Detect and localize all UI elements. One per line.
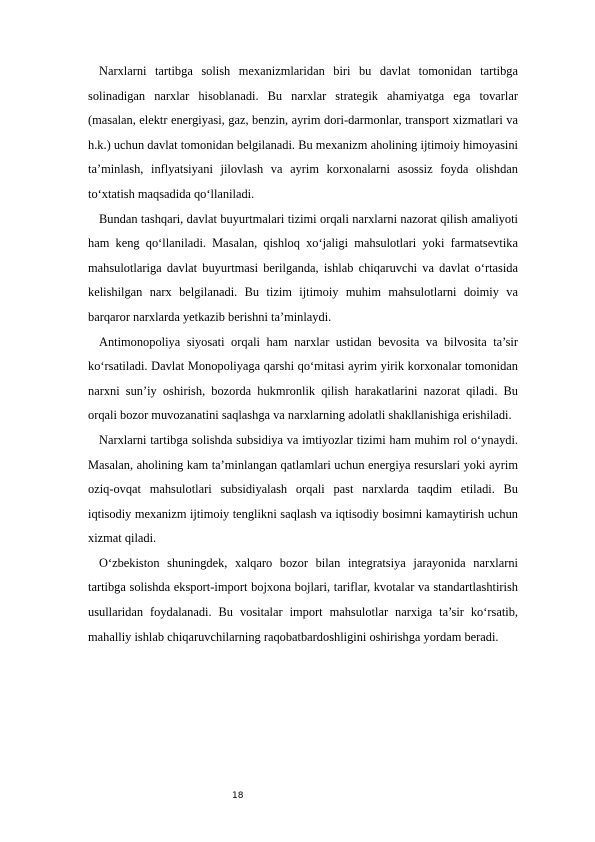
paragraph-price-regulation: Narxlarni tartibga solish mexanizmlaridan biri bu davlat tomonidan tartibga solinadigan narxlar hisoblanadi. Bu narxlar strategik ahamiyatga ega tovarlar (masalan, elektr energiyasi, gaz, benzin, ayrim dori-darmonlar, transport xizmatlari va h.k.) uchun davlat tomonidan belgilanadi. Bu mexanizm aholining ijtimoiy himoyasini ta’minlash, inflyatsiyani jilovlash va ayrim korxonalarni asossiz foyda olishdan to‘xtatish maqsadida qo‘llaniladi. [88,64,518,201]
paragraph-subsidies: Narxlarni tartibga solishda subsidiya va imtiyozlar tizimi ham muhim rol o‘ynaydi. Masalan, aholining kam ta’minlangan qatlamlari uchun energiya resurslari yoki ayrim oziq-ovqat mahsulotlari subsidiyalash orqali past narxlarda taqdim etiladi. Bu iqtisodiy mexanizm ijtimoiy tenglikni saqlash va iqtisodiy bosimni kamaytirish uchun xizmat qiladi. [88,432,518,546]
page-number: 18 [232,791,244,801]
document-body [88,59,518,649]
paragraph-state-orders: Bundan tashqari, davlat buyurtmalari tizimi orqali narxlarni nazorat qilish amaliyoti ham keng qo‘llaniladi. Masalan, qishloq xo‘jaligi mahsulotlari yoki farmatsevtika mahsulotlariga davlat buyurtmasi berilganda, ishlab chiqaruvchi va davlat o‘rtasida kelishilgan narx belgilanadi. Bu tizim ijtimoiy muhim mahsulotlarni doimiy va barqaror narxlarda yetkazib berishni ta’minlaydi. [88,211,518,324]
paragraph-antimonopoly: Antimonopoliya siyosati orqali ham narxlar ustidan bevosita va bilvosita ta’sir ko‘rsatiladi. Davlat Monopoliyaga qarshi qo‘mitasi ayrim yirik korxonalar tomonidan narxni sun’iy oshirish, bozorda hukmronlik qilish harakatlarini nazorat qiladi. Bu orqali bozor muvozanatini saqlashga va narxlarning adolatli shakllanishiga erishiladi. [88,334,518,423]
paragraph-international-trade: O‘zbekiston shuningdek, xalqaro bozor bilan integratsiya jarayonida narxlarni tartibga solishda eksport-import bojxona bojlari, tariflar, kvotalar va standartlashtirish usullaridan foydalanadi. Bu vositalar import mahsulotlar narxiga ta’sir ko‘rsatib, mahalliy ishlab chiqaruvchilarning raqobatbardoshligini oshirishga yordam beradi. [88,555,518,644]
